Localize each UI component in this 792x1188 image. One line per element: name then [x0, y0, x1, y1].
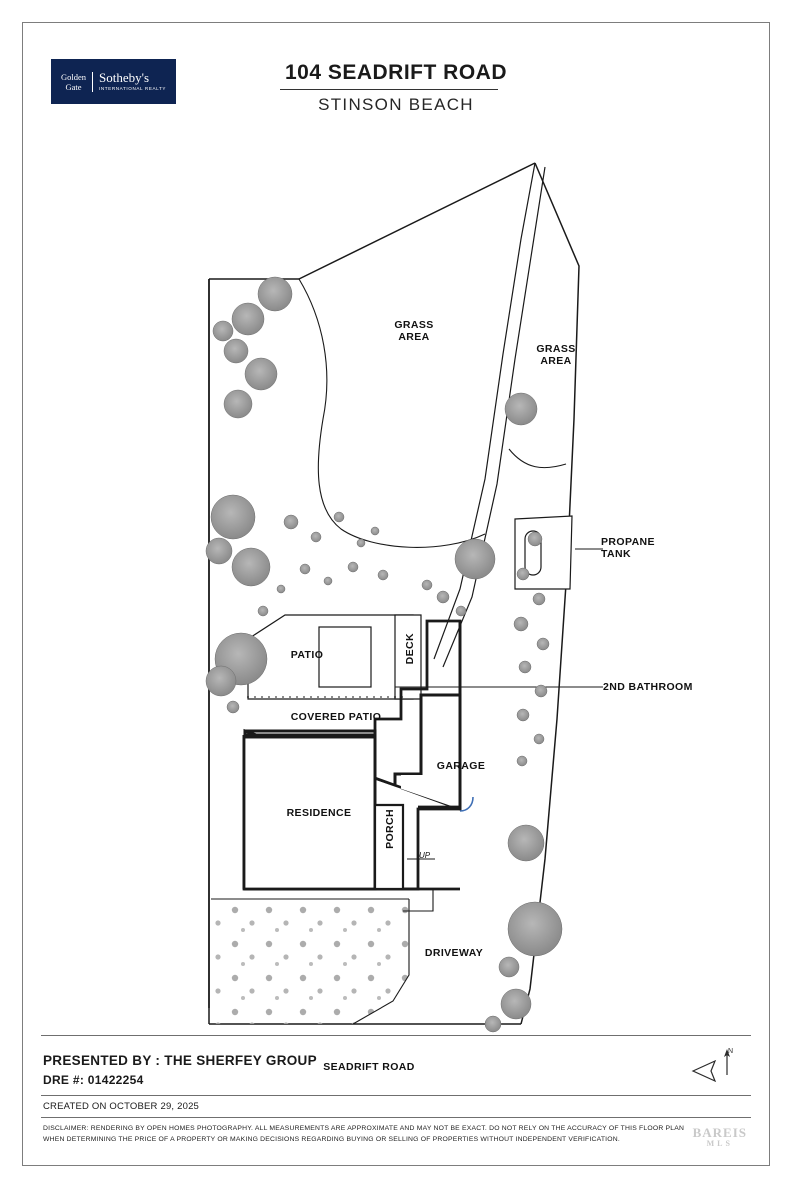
footer-divider-mid: [41, 1095, 751, 1096]
label-2nd-bathroom: 2ND BATHROOM: [603, 681, 693, 693]
label-grass-area-1: GRASS AREA: [394, 319, 434, 343]
page-subtitle: STINSON BEACH: [318, 95, 474, 114]
svg-text:N: N: [728, 1048, 733, 1055]
footer-divider-bottom: [41, 1117, 751, 1118]
bareis-mls-watermark: [693, 1127, 747, 1149]
label-garage: GARAGE: [436, 760, 486, 772]
page-title: 104 SEADRIFT ROAD: [284, 61, 508, 84]
mls-sub-text: MLS: [706, 1139, 733, 1148]
label-deck: DECK: [404, 633, 416, 665]
floor-plan-page: [22, 22, 770, 1166]
title-divider: [280, 89, 498, 90]
compass-icon: [689, 1045, 733, 1089]
label-residence: RESIDENCE: [286, 807, 352, 819]
disclaimer-line-1: DISCLAIMER: RENDERING BY OPEN HOMES PHOTOGRAPHY. ALL MEASUREMENTS ARE APPROXIMATE AND MAY NOT BE EXACT. DO NOT RELY ON THE ACCURACY OF THIS FLOOR PLAN: [43, 1125, 685, 1132]
label-porch: PORCH: [384, 809, 396, 849]
logo-sothebys-text: Sotheby's: [98, 70, 149, 85]
disclaimer: [43, 1123, 743, 1145]
label-seadrift-road: SEADRIFT ROAD: [323, 1061, 415, 1073]
label-up: UP: [419, 851, 431, 860]
dre-number: DRE #: 01422254: [43, 1073, 144, 1087]
label-covered-patio: COVERED PATIO: [290, 711, 382, 723]
created-date: CREATED ON OCTOBER 29, 2025: [43, 1101, 200, 1112]
mls-main-text: BAREIS: [692, 1125, 747, 1140]
presented-by: PRESENTED BY : THE SHERFEY GROUP: [43, 1053, 317, 1068]
label-patio: PATIO: [290, 649, 324, 661]
site-plan-svg: [23, 119, 771, 1049]
footer-divider-top: [41, 1035, 751, 1036]
logo-line-1: Golden: [60, 71, 86, 82]
label-propane-tank: PROPANE TANK: [601, 536, 655, 560]
label-driveway: DRIVEWAY: [424, 947, 484, 959]
logo-line-2: Gate: [65, 81, 82, 92]
label-grass-area-2: GRASS AREA: [536, 343, 576, 367]
logo-international-realty-text: INTERNATIONAL REALTY: [98, 86, 167, 91]
disclaimer-line-2: WHEN DETERMINING THE PRICE OF A PROPERTY OR MAKING DECISIONS REGARDING BUYING OR SELLING OF PROPERTIES WITHOUT INDEPENDENT VERIFICATION.: [43, 1136, 620, 1143]
